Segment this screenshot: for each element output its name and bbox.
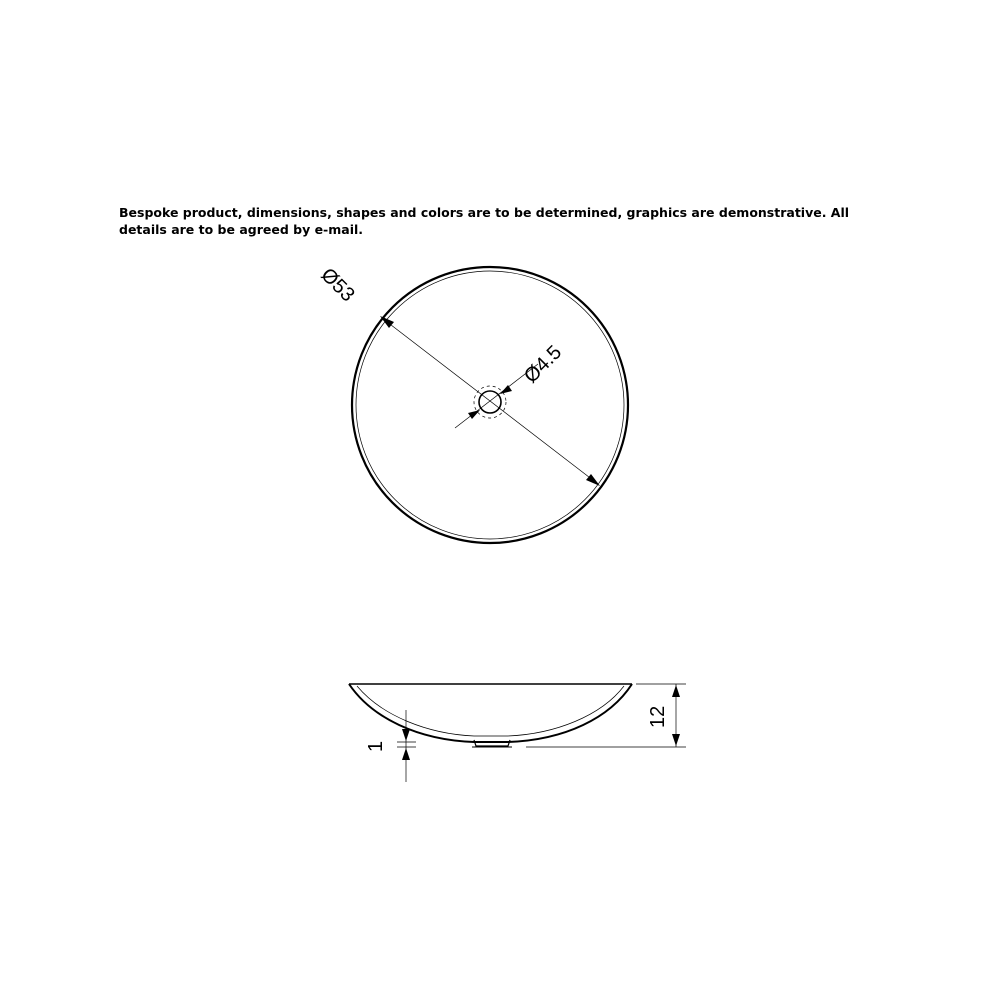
basin-outer-profile <box>349 684 632 742</box>
top-view <box>316 264 628 543</box>
side-view <box>349 684 686 782</box>
height-arrow-bottom <box>672 734 680 746</box>
drain-arrow-left <box>468 410 480 419</box>
drain-arrow-right <box>500 385 512 394</box>
thickness-arrow-top <box>402 729 410 741</box>
base-thickness-label: 1 <box>365 740 387 752</box>
drain-diameter-label: Ø4.5 <box>519 341 567 388</box>
outer-diameter-label: Ø53 <box>316 263 359 307</box>
outer-diameter-arrow-lower <box>586 474 600 486</box>
drain-hole <box>479 391 501 413</box>
thickness-arrow-bottom <box>402 748 410 760</box>
basin-outer-rim <box>352 267 628 543</box>
height-label: 12 <box>647 705 669 728</box>
outer-diameter-arrow-upper <box>380 316 394 328</box>
basin-inner-rim <box>356 271 624 539</box>
height-arrow-top <box>672 685 680 697</box>
basin-inner-profile <box>357 686 624 736</box>
disclaimer-note: Bespoke product, dimensions, shapes and colors are to be determined, graphics are demonstrative. All details are to be agreed by e-mail. <box>119 205 850 237</box>
